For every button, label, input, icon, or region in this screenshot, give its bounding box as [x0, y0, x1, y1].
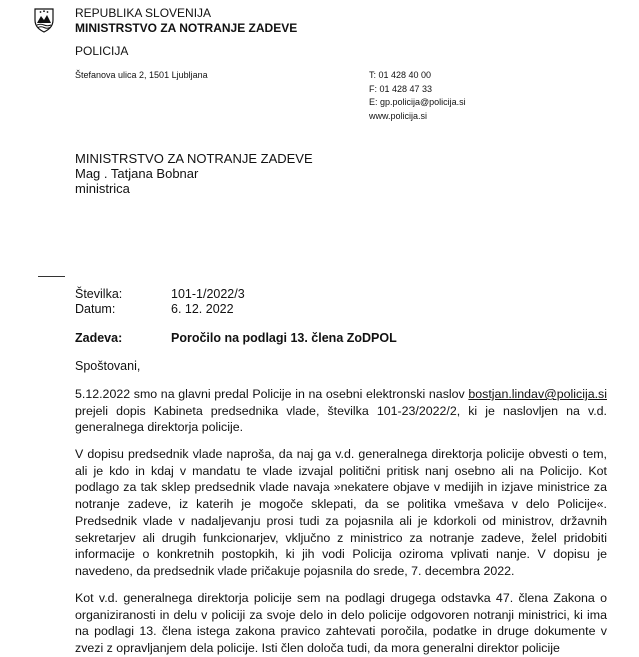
- recipient-org: MINISTRSTVO ZA NOTRANJE ZADEVE: [75, 151, 313, 166]
- email-link[interactable]: bostjan.lindav@policija.si: [468, 387, 607, 401]
- coat-of-arms-icon: [34, 8, 54, 33]
- number-label: Številka:: [75, 287, 123, 301]
- recipient-role: ministrica: [75, 181, 130, 196]
- paragraph-1-end: prejeli dopis Kabineta predsednika vlade, številka 101-23/2022/2, ki je naslovljen na v.d. generalnega direktorja policije.: [75, 403, 607, 435]
- contact-fax: F: 01 428 47 33: [369, 84, 433, 94]
- letterhead-ministry: MINISTRSTVO ZA NOTRANJE ZADEVE: [75, 21, 298, 35]
- letterhead-republic: REPUBLIKA SLOVENIJA: [75, 6, 212, 20]
- paragraph-1-start: 5.12.2022 smo na glavni predal Policije in na osebni elektronski naslov: [75, 387, 469, 401]
- contact-phone: T: 01 428 40 00: [369, 70, 432, 80]
- number-value: 101-1/2022/3: [171, 287, 245, 301]
- recipient-name: Mag . Tatjana Bobnar: [75, 166, 199, 181]
- paragraph-3: Kot v.d. generalnega direktorja policije sem na podlagi drugega odstavka 47. člena Zakona o organiziranosti in delu v policiji za svoje delo in delo policije odgovoren notranji ministrici, ki ima na podlagi 13. člena istega zakona pravico zahtevati poročila, podatke in druge dokumente v zvezi z opravljanjem dela policije. Isti člen določa tudi, da mora generalni direktor policije: [75, 591, 607, 656]
- letterhead-address: Štefanova ulica 2, 1501 Ljubljana: [75, 70, 208, 80]
- contact-email[interactable]: E: gp.policija@policija.si: [369, 97, 466, 107]
- subject-value: Poročilo na podlagi 13. člena ZoDPOL: [171, 331, 397, 345]
- greeting: Spoštovani,: [75, 359, 141, 373]
- contact-web[interactable]: www.policija.si: [369, 111, 428, 121]
- subject-label: Zadeva:: [75, 331, 123, 345]
- fold-mark: [38, 276, 65, 277]
- date-value: 6. 12. 2022: [171, 302, 234, 316]
- date-label: Datum:: [75, 302, 116, 316]
- letterhead-police: POLICIJA: [75, 44, 129, 58]
- paragraph-1: [75, 386, 607, 436]
- paragraph-2: V dopisu predsednik vlade naproša, da naj ga v.d. generalnega direktorja policije obvesti o tem, ali je kdo in kdaj v mandatu te vlade izvajal politični pritisk nanj osebno ali na Policijo. Kot podlago za tak sklep predsednik vlade navaja »nekatere objave v medijih in izjave ministrice za notranje zadeve, iz katerih je mogoče sklepati, da se politika vmešava v delo Policije«. Predsednik vlade v nadaljevanju prosi tudi za pojasnila ali je kdorkoli od ministrov, državnih sekretarjev ali drugih funkcionarjev, vključno z ministrico za notranje zadeve, želel pridobiti informacije o konkretnih postopkih, ki jih vodi Policija oziroma vplivati nanje. V dopisu je navedeno, da predsednik vlade pričakuje pojasnila do srede, 7. decembra 2022.: [75, 447, 607, 578]
